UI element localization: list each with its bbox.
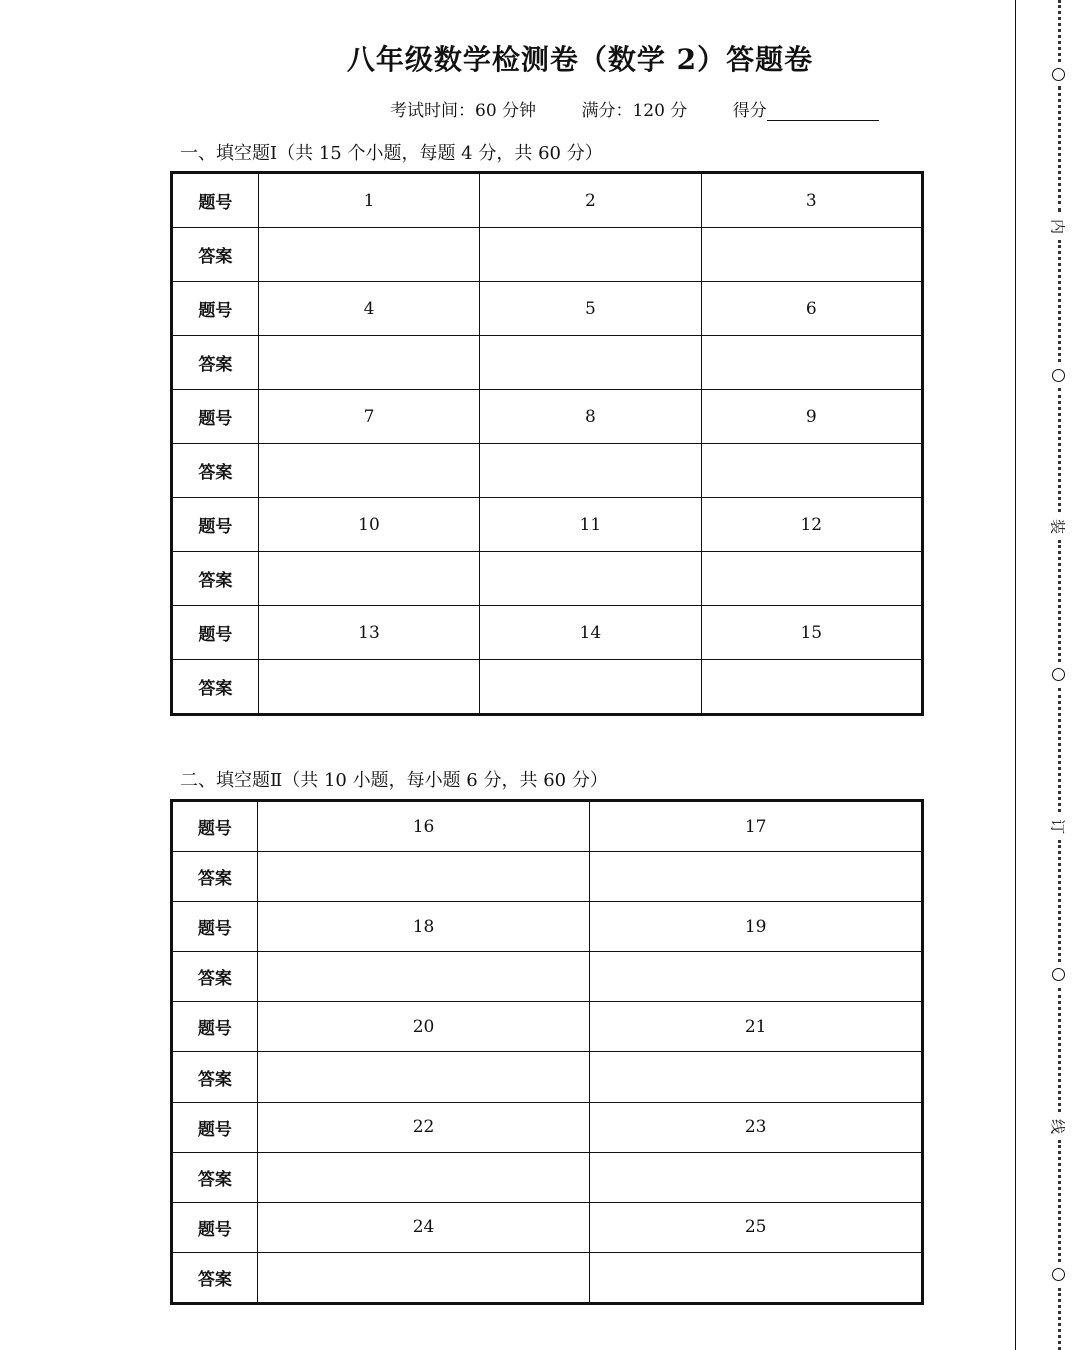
dotted-line <box>1058 0 1061 62</box>
table-row <box>172 660 923 715</box>
binding-word: 装 <box>1048 518 1067 534</box>
question-number: 15 <box>701 606 922 660</box>
table-row <box>172 1052 923 1102</box>
answer-label: 答案 <box>172 552 259 606</box>
question-number: 13 <box>258 606 479 660</box>
question-number-label: 题号 <box>172 390 259 444</box>
answer-cell[interactable] <box>480 552 701 606</box>
answer-cell[interactable] <box>701 660 922 715</box>
answer-cell[interactable] <box>257 952 590 1002</box>
table-row <box>172 390 923 444</box>
table-row <box>172 282 923 336</box>
dotted-line <box>1058 1288 1061 1350</box>
section2-heading: 二、填空题Ⅱ（共 10 小题，每小题 6 分，共 60 分） <box>180 770 608 791</box>
table-row <box>172 1102 923 1152</box>
dotted-line <box>1058 1140 1061 1262</box>
answer-cell[interactable] <box>258 228 479 282</box>
question-number: 21 <box>590 1002 923 1052</box>
question-number: 18 <box>257 902 590 952</box>
binding-word: 订 <box>1048 818 1067 834</box>
question-number: 3 <box>701 173 922 228</box>
binding-word: 内 <box>1048 218 1067 234</box>
answer-cell[interactable] <box>590 952 923 1002</box>
table-row <box>172 1002 923 1052</box>
answer-cell[interactable] <box>257 1152 590 1202</box>
answer-cell[interactable] <box>257 852 590 902</box>
question-number: 24 <box>257 1202 590 1252</box>
dotted-line <box>1058 388 1061 512</box>
binding-circle <box>1052 968 1065 981</box>
question-number-label: 题号 <box>172 606 259 660</box>
table-row <box>172 852 923 902</box>
answer-cell[interactable] <box>701 228 922 282</box>
full-score: 满分：120 分 <box>581 101 688 121</box>
answer-cell[interactable] <box>480 444 701 498</box>
answer-label: 答案 <box>172 1152 258 1202</box>
binding-circle <box>1052 1268 1065 1281</box>
question-number-label: 题号 <box>172 1102 258 1152</box>
answer-cell[interactable] <box>590 1052 923 1102</box>
question-number-label: 题号 <box>172 498 259 552</box>
answer-cell[interactable] <box>258 660 479 715</box>
answer-cell[interactable] <box>480 336 701 390</box>
binding-edge-line <box>1015 0 1016 1350</box>
question-number: 9 <box>701 390 922 444</box>
answer-cell[interactable] <box>257 1052 590 1102</box>
table-row <box>172 1152 923 1202</box>
question-number: 17 <box>590 801 923 852</box>
page-title: 八年级数学检测卷（数学 2）答题卷 <box>346 43 814 76</box>
answer-label: 答案 <box>172 228 259 282</box>
dotted-line <box>1058 688 1061 812</box>
question-number: 16 <box>257 801 590 852</box>
exam-info <box>390 96 919 121</box>
answer-label: 答案 <box>172 1052 258 1102</box>
question-number: 19 <box>590 902 923 952</box>
dotted-line <box>1058 86 1061 212</box>
table-row <box>172 1202 923 1252</box>
section1-heading: 一、填空题I（共 15 个小题，每题 4 分，共 60 分） <box>180 143 603 164</box>
question-number: 6 <box>701 282 922 336</box>
table-row <box>172 606 923 660</box>
question-number: 8 <box>480 390 701 444</box>
answer-cell[interactable] <box>590 1252 923 1303</box>
answer-cell[interactable] <box>480 660 701 715</box>
question-number: 20 <box>257 1002 590 1052</box>
answer-cell[interactable] <box>257 1252 590 1303</box>
answer-cell[interactable] <box>701 444 922 498</box>
question-number: 14 <box>480 606 701 660</box>
question-number: 12 <box>701 498 922 552</box>
dotted-line <box>1058 540 1061 662</box>
question-number: 22 <box>257 1102 590 1152</box>
question-number-label: 题号 <box>172 902 258 952</box>
answer-cell[interactable] <box>590 852 923 902</box>
answer-label: 答案 <box>172 444 259 498</box>
table-row <box>172 552 923 606</box>
answer-label: 答案 <box>172 852 258 902</box>
table-row <box>172 444 923 498</box>
table-row <box>172 952 923 1002</box>
table-row <box>172 902 923 952</box>
binding-circle <box>1052 668 1065 681</box>
question-number-label: 题号 <box>172 173 259 228</box>
binding-word: 线 <box>1048 1118 1067 1134</box>
answer-label: 答案 <box>172 336 259 390</box>
table-row <box>172 336 923 390</box>
answer-cell[interactable] <box>590 1152 923 1202</box>
answer-cell[interactable] <box>701 552 922 606</box>
question-number: 5 <box>480 282 701 336</box>
question-number: 23 <box>590 1102 923 1152</box>
answer-cell[interactable] <box>258 336 479 390</box>
table-row <box>172 498 923 552</box>
answer-label: 答案 <box>172 952 258 1002</box>
binding-circle <box>1052 369 1065 382</box>
question-number-label: 题号 <box>172 801 258 852</box>
question-number: 1 <box>258 173 479 228</box>
answer-table-1 <box>170 171 924 716</box>
score-blank <box>767 102 879 121</box>
answer-label: 答案 <box>172 1252 258 1303</box>
question-number: 2 <box>480 173 701 228</box>
dotted-line <box>1058 988 1061 1112</box>
question-number: 4 <box>258 282 479 336</box>
question-number-label: 题号 <box>172 282 259 336</box>
binding-margin <box>1014 0 1080 1350</box>
table-row <box>172 228 923 282</box>
question-number: 7 <box>258 390 479 444</box>
answer-cell[interactable] <box>480 228 701 282</box>
table-row <box>172 173 923 228</box>
answer-table-2 <box>170 799 924 1305</box>
question-number: 11 <box>480 498 701 552</box>
question-number-label: 题号 <box>172 1202 258 1252</box>
answer-cell[interactable] <box>258 444 479 498</box>
question-number: 25 <box>590 1202 923 1252</box>
table-row <box>172 1252 923 1303</box>
answer-cell[interactable] <box>258 552 479 606</box>
exam-time: 考试时间：60 分钟 <box>390 101 537 121</box>
table-row <box>172 801 923 852</box>
question-number-label: 题号 <box>172 1002 258 1052</box>
question-number: 10 <box>258 498 479 552</box>
answer-cell[interactable] <box>701 336 922 390</box>
binding-circle <box>1052 68 1065 81</box>
answer-label: 答案 <box>172 660 259 715</box>
dotted-line <box>1058 240 1061 362</box>
dotted-line <box>1058 840 1061 962</box>
score-label: 得分 <box>732 101 767 121</box>
